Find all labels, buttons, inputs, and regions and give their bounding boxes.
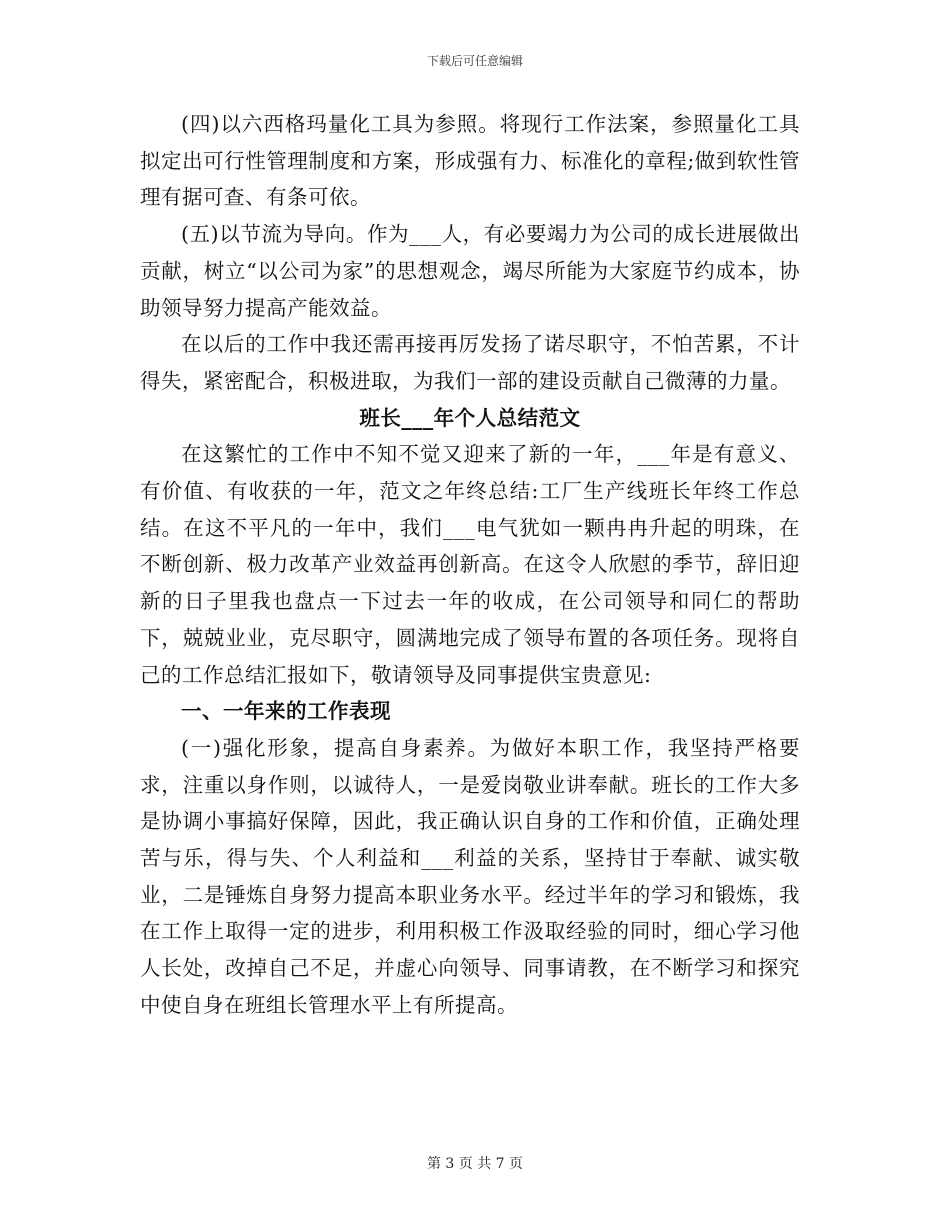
subheading: 一、一年来的工作表现 — [181, 699, 391, 724]
paragraph-five: (五)以节流为导向。作为___人，有必要竭力为公司的成长进展做出贡献，树立“以公司为家”的思想观念，竭尽所能为大家庭节约成本，协助领导努力提高产能效益。 — [140, 222, 800, 320]
paragraph-four: (四)以六西格玛量化工具为参照。将现行工作法案，参照量化工具拟定出可行性管理制度和方案，形成强有力、标准化的章程;做到软性管理有据可查、有条可依。 — [140, 112, 800, 210]
document-body — [140, 106, 800, 1024]
paragraph-work-performance: (一)强化形象，提高自身素养。为做好本职工作，我坚持严格要求，注重以身作则，以诚待人，一是爱岗敬业讲奉献。班长的工作大多是协调小事搞好保障，因此，我正确认识自身的工作和价值，正确处理苦与乐，得与失、个人利益和___利益的关系，坚持甘于奉献、诚实敬业，二是锤炼自身努力提高本职业务水平。经过半年的学习和锻炼，我在工作上取得一定的进步，利用积极工作汲取经验的同时，细心学习他人长处，改掉自己不足，并虚心向领导、同事请教，在不断学习和探究中使自身在班组长管理水平上有所提高。 — [140, 735, 800, 1017]
paragraph-closing: 在以后的工作中我还需再接再厉发扬了诺尽职守，不怕苦累，不计得失，紧密配合，积极进取，为我们一部的建设贡献自己微薄的力量。 — [140, 332, 800, 393]
page-header: 下载后可任意编辑 — [426, 54, 523, 68]
section-title: 班长___年个人总结范文 — [359, 405, 581, 430]
page-footer: 第 3 页 共 7 页 — [426, 1156, 524, 1172]
paragraph-intro: 在这繁忙的工作中不知不觉又迎来了新的一年，___年是有意义、有价值、有收获的一年，范文之年终总结:工厂生产线班长年终工作总结。在这不平凡的一年中，我们___电气犹如一颗冉冉升起的明珠，在不断创新、极力改革产业效益再创新高。在这令人欣慰的季节，辞旧迎新的日子里我也盘点一下过去一年的收成，在公司领导和同仁的帮助下，兢兢业业，克尽职守，圆满地完成了领导布置的各项任务。现将自己的工作总结汇报如下，敬请领导及同事提供宝贵意见: — [140, 442, 800, 687]
